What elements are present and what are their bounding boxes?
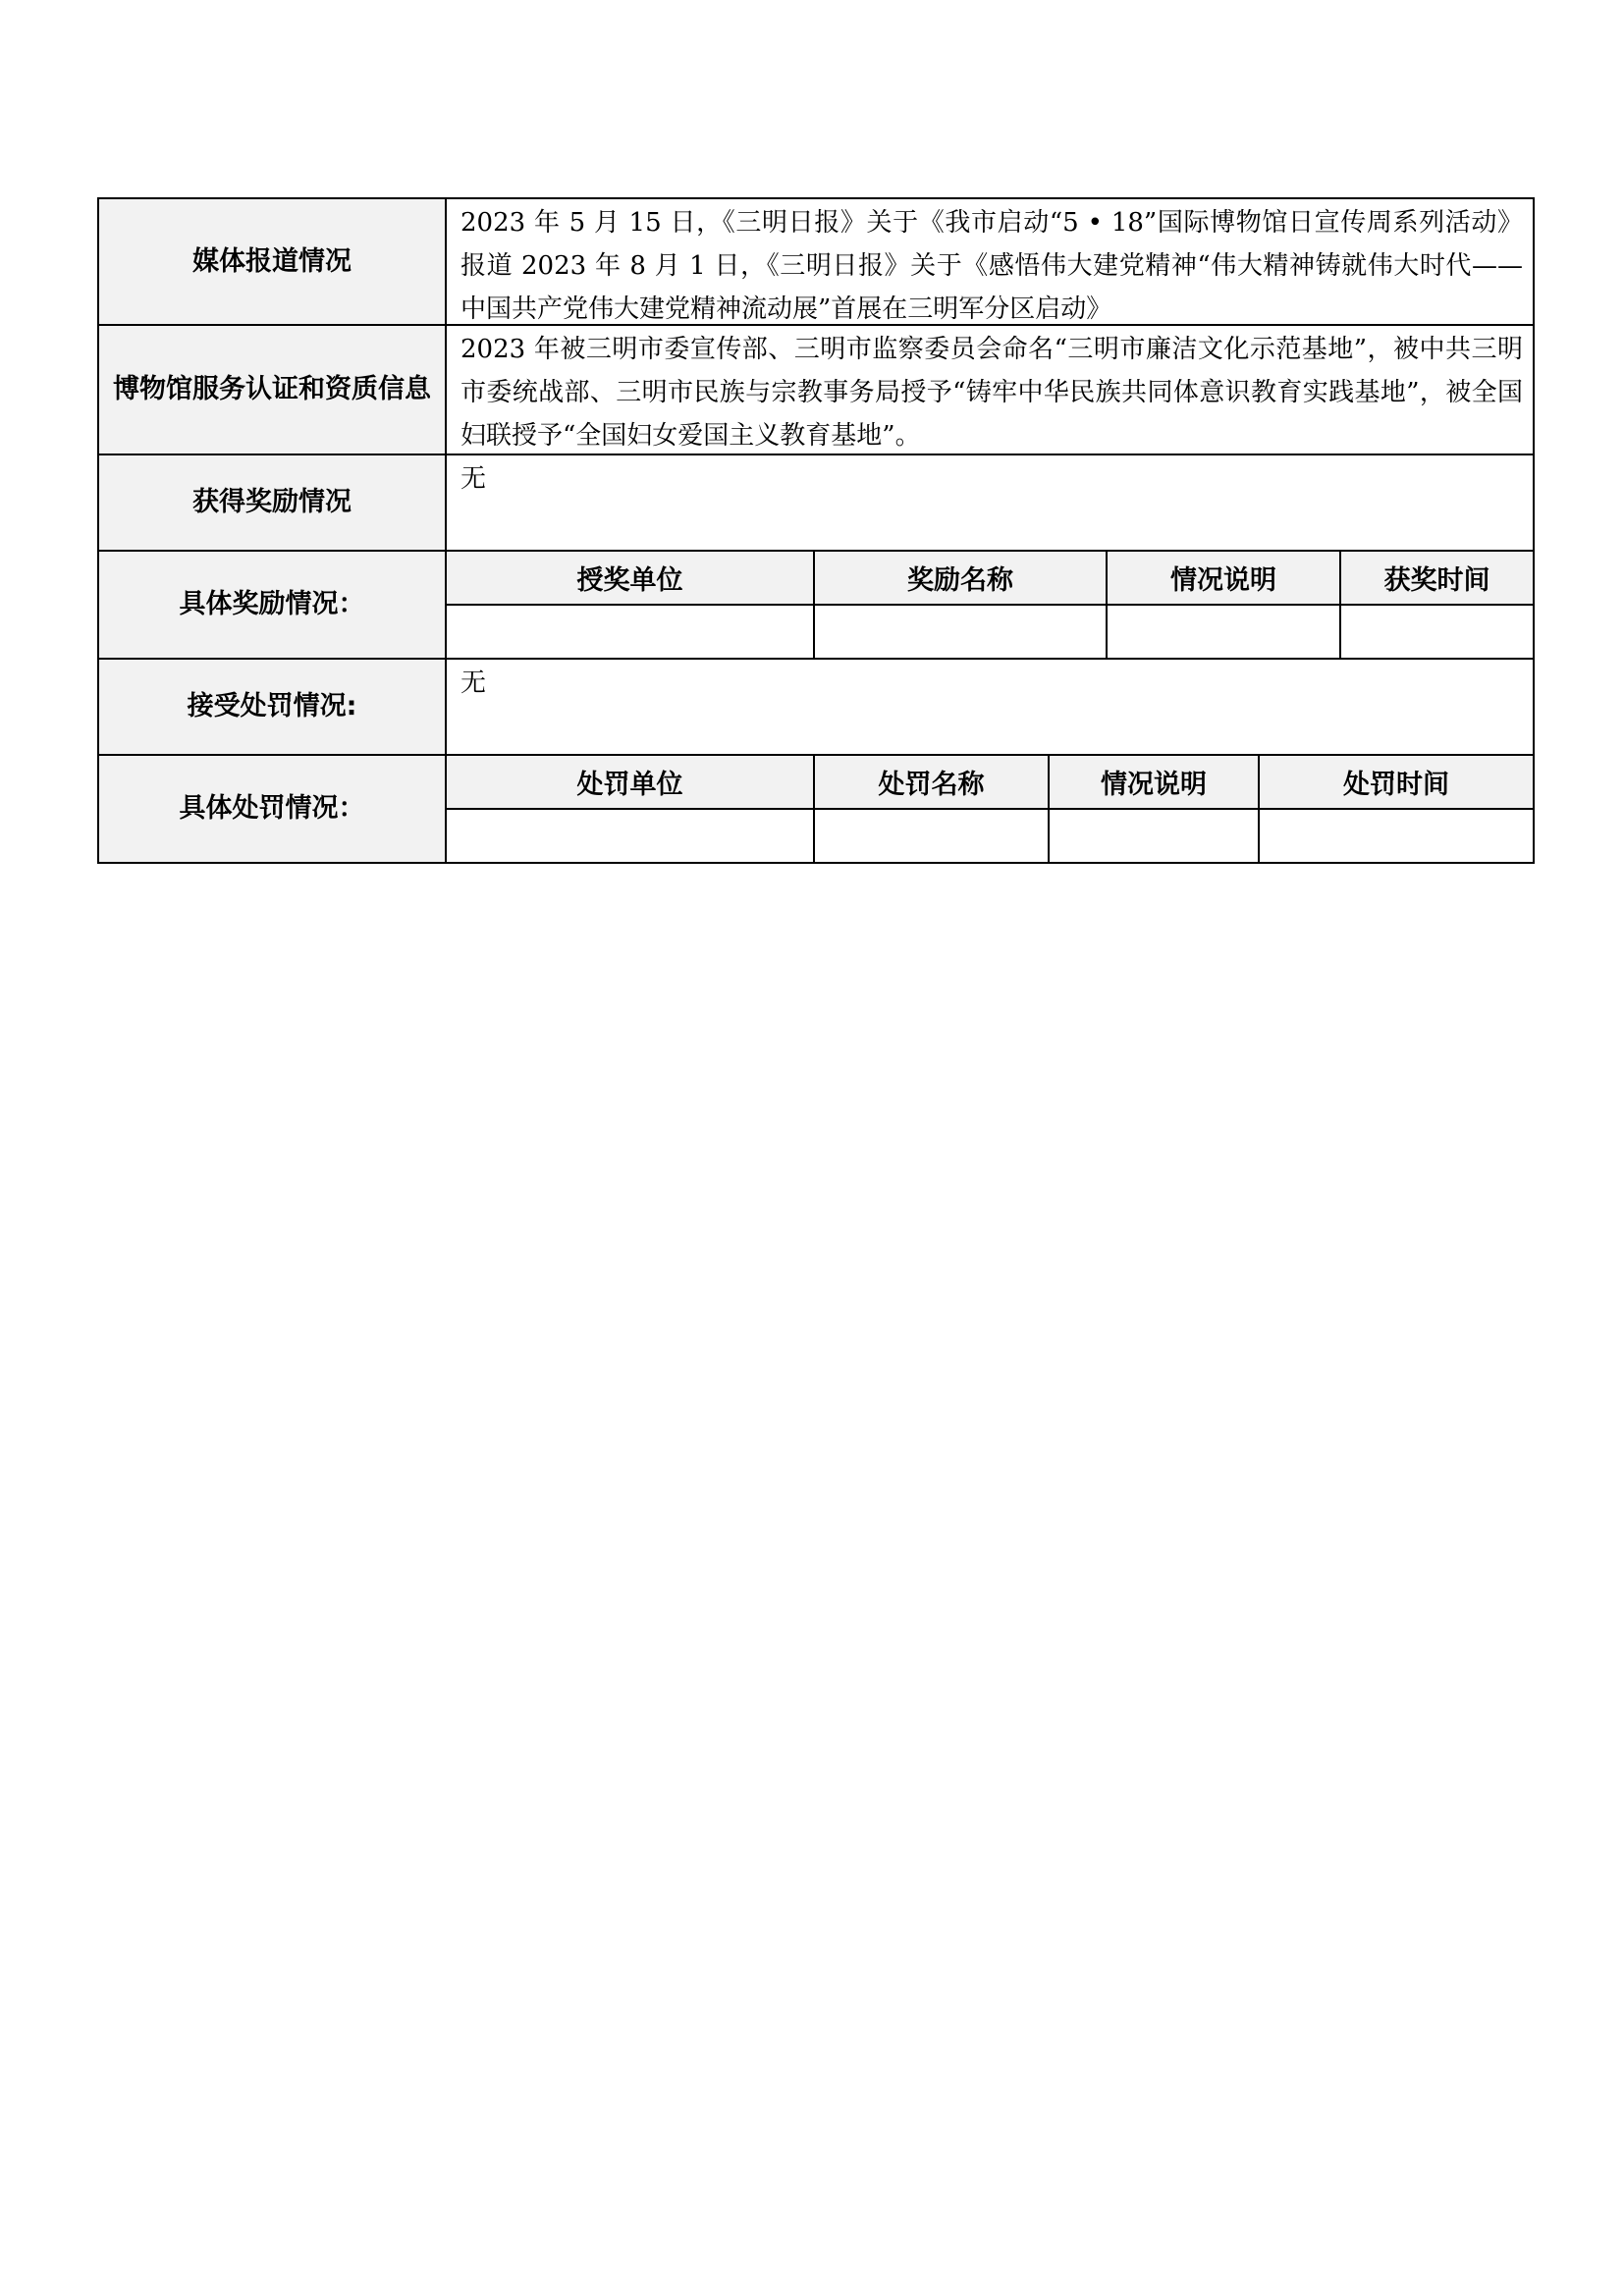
penalty-details-row	[97, 756, 1535, 864]
penalty-header-penalty-name: 处罚名称	[815, 756, 1050, 808]
award-details-row	[97, 552, 1535, 660]
media-coverage-row	[97, 197, 1535, 326]
penalty-cell-issuing-unit	[447, 810, 815, 862]
award-header-award-name: 奖励名称	[815, 552, 1108, 604]
award-cell-award-name	[815, 606, 1108, 658]
penalty-details-data-row	[447, 810, 1533, 862]
awards-label: 获得奖励情况	[99, 455, 447, 550]
award-cell-granting-unit	[447, 606, 815, 658]
award-details-data-row	[447, 606, 1533, 658]
penalty-header-description: 情况说明	[1050, 756, 1260, 808]
penalty-details-label: 具体处罚情况：	[99, 756, 447, 862]
awards-text: 无	[460, 464, 487, 494]
media-coverage-label: 媒体报道情况	[99, 199, 447, 324]
penalty-details-header	[447, 756, 1533, 810]
certification-label: 博物馆服务认证和资质信息	[99, 326, 447, 454]
museum-info-table	[97, 197, 1535, 864]
award-header-description: 情况说明	[1108, 552, 1341, 604]
awards-row	[97, 455, 1535, 552]
certification-text: 2023 年被三明市委宣传部、三明市监察委员会命名“三明市廉洁文化示范基地”，被中共三明市委统战部、三明市民族与宗教事务局授予“铸牢中华民族共同体意识教育实践基地”，被全国妇联授予“全国妇女爱国主义教育基地”。	[460, 335, 1523, 451]
media-coverage-text: 2023 年 5 月 15 日，《三明日报》关于《我市启动“5 • 18”国际博物馆日宣传周系列活动》报道 2023 年 8 月 1 日，《三明日报》关于《感悟伟大建党精神“伟大精神铸就伟大时代——中国共产党伟大建党精神流动展”首展在三明军分区启动》	[460, 208, 1523, 324]
award-details-header	[447, 552, 1533, 606]
award-details-label: 具体奖励情况：	[99, 552, 447, 658]
penalty-header-date: 处罚时间	[1260, 756, 1533, 808]
penalty-cell-penalty-name	[815, 810, 1050, 862]
award-header-date: 获奖时间	[1341, 552, 1533, 604]
award-cell-date	[1341, 606, 1533, 658]
penalty-cell-description	[1050, 810, 1260, 862]
award-cell-description	[1108, 606, 1341, 658]
award-details-table	[447, 552, 1533, 658]
penalties-text: 无	[460, 668, 487, 698]
penalties-label: 接受处罚情况:	[99, 660, 447, 754]
penalties-row	[97, 660, 1535, 756]
penalty-header-issuing-unit: 处罚单位	[447, 756, 815, 808]
award-header-granting-unit: 授奖单位	[447, 552, 815, 604]
penalty-cell-date	[1260, 810, 1533, 862]
certification-row	[97, 326, 1535, 455]
penalty-details-table	[447, 756, 1533, 862]
